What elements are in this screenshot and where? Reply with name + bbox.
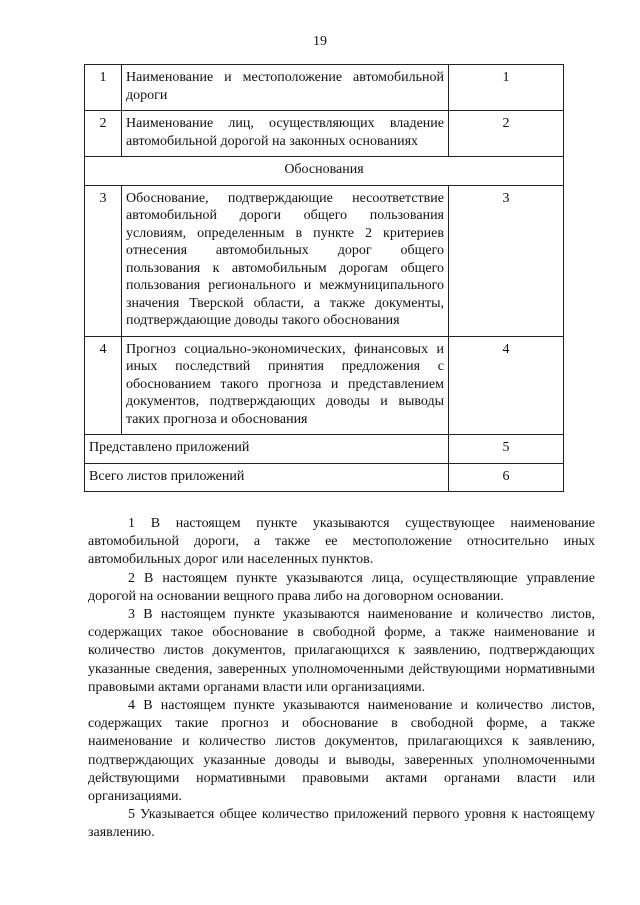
footnote: 5 Указывается общее количество приложений первого уровня к настоящему заявлению. — [88, 807, 595, 841]
footnote: 1 В настоящем пункте указываются существующее наименование автомобильной дороги, а также ее местоположение относительно иных автомобильных дорог или населенных пунктов. — [88, 516, 595, 568]
row-number: 1 — [85, 65, 122, 111]
row-value: 2 — [449, 111, 564, 157]
table-row — [85, 185, 564, 336]
row-value: 4 — [449, 336, 564, 435]
totals-value: 6 — [449, 463, 564, 492]
page-number: 19 — [313, 34, 327, 49]
footnotes — [88, 515, 595, 843]
row-description: Прогноз социально-экономических, финансовых и иных последствий принятия предложения с обоснованием такого прогноза и представлением документов, подтверждающих доводы и выводы таких прогноза и обоснования — [122, 336, 449, 435]
section-title: Обоснования — [85, 157, 564, 186]
table-row — [85, 65, 564, 111]
row-number: 4 — [85, 336, 122, 435]
row-description: Наименование и местоположение автомобильной дороги — [122, 65, 449, 111]
totals-row — [85, 435, 564, 464]
row-value: 3 — [449, 185, 564, 336]
totals-value: 5 — [449, 435, 564, 464]
footnote: 4 В настоящем пункте указываются наименование и количество листов, содержащих такие прогноз и обоснование в свободной форме, а также наименование и количество листов документов, прилагающихся к заявлению, подтверждающих указанные доводы и выводы, заверенных уполномоченными действующими нормативными правовыми актами органами власти или организациями. — [88, 698, 595, 805]
section-header-row — [85, 157, 564, 186]
totals-row — [85, 463, 564, 492]
table-row — [85, 111, 564, 157]
totals-label: Всего листов приложений — [85, 463, 449, 492]
row-value: 1 — [449, 65, 564, 111]
footnote: 3 В настоящем пункте указываются наименование и количество листов, содержащих такое обоснование в свободной форме, а также наименование и количество листов документов, прилагающихся к заявлению, подтверждающих указанные сведения, заверенных уполномоченными действующими нормативными правовыми актами органами власти или организациями. — [88, 607, 595, 695]
row-description: Наименование лиц, осуществляющих владение автомобильной дорогой на законных основаниях — [122, 111, 449, 157]
row-number: 3 — [85, 185, 122, 336]
totals-label: Представлено приложений — [85, 435, 449, 464]
row-description: Обоснование, подтверждающие несоответствие автомобильной дороги общего пользования условиям, определенным в пункте 2 критериев отнесения автомобильных дорог общего пользования к автомобильным дорогам общего пользования регионального и межмуниципального значения Тверской области, а также документы, подтверждающие доводы такого обоснования — [122, 185, 449, 336]
row-number: 2 — [85, 111, 122, 157]
table-row — [85, 336, 564, 435]
application-form-table — [84, 64, 564, 492]
footnote: 2 В настоящем пункте указываются лица, осуществляющие управление дорогой на основании вещного права либо на договорном основании. — [88, 570, 595, 604]
